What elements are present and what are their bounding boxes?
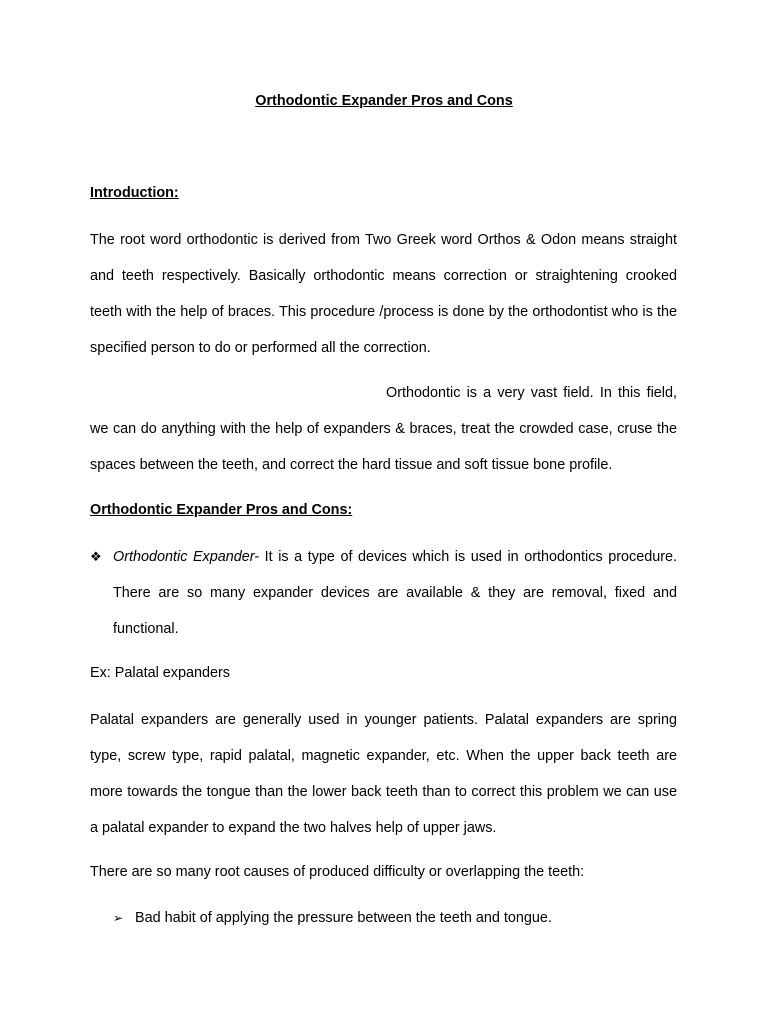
cause-list-item — [113, 910, 552, 926]
expander-bullet-body — [113, 539, 677, 647]
pros-cons-heading: Orthodontic Expander Pros and Cons: — [90, 502, 353, 518]
introduction-paragraph: The root word orthodontic is derived from Two Greek word Orthos & Odon means straight and teeth respectively. Basically orthodontic means correction or straightening crooked teeth with the help of braces. This procedure /process is done by the orthodontist who is the specified person to do or performed all the correction. — [90, 232, 677, 356]
causes-line: There are so many root causes of produced difficulty or overlapping the teeth: — [90, 864, 585, 880]
cause-text: Bad habit of applying the pressure between the teeth and tongue. — [135, 910, 552, 926]
arrow-bullet-icon: ➢ — [113, 911, 124, 925]
diamond-bullet-icon: ❖ — [90, 549, 102, 564]
document-title: Orthodontic Expander Pros and Cons — [255, 93, 513, 109]
introduction-heading: Introduction: — [90, 185, 179, 201]
expander-bullet — [90, 539, 677, 647]
palatal-paragraph: Palatal expanders are generally used in younger patients. Palatal expanders are spring type, screw type, rapid palatal, magnetic expander, etc. When the upper back teeth are more towards the tongue than the lower back teeth than to correct this problem we can use a palatal expander to expand the two halves help of upper jaws. — [90, 712, 677, 836]
field-paragraph — [90, 375, 677, 483]
field-paragraph-rest: we can do anything with the help of expanders & braces, treat the crowded case, cruse the spaces between the teeth, and correct the hard tissue and soft tissue bone profile. — [90, 421, 677, 473]
example-line: Ex: Palatal expanders — [90, 665, 230, 681]
field-paragraph-first: Orthodontic is a very vast field. In this field, — [386, 385, 677, 401]
expander-description: It is a type of devices which is used in orthodontics procedure. There are so many expander devices are available & they are removal, fixed and functional. — [113, 549, 677, 637]
expander-term: Orthodontic Expander- — [113, 549, 260, 565]
